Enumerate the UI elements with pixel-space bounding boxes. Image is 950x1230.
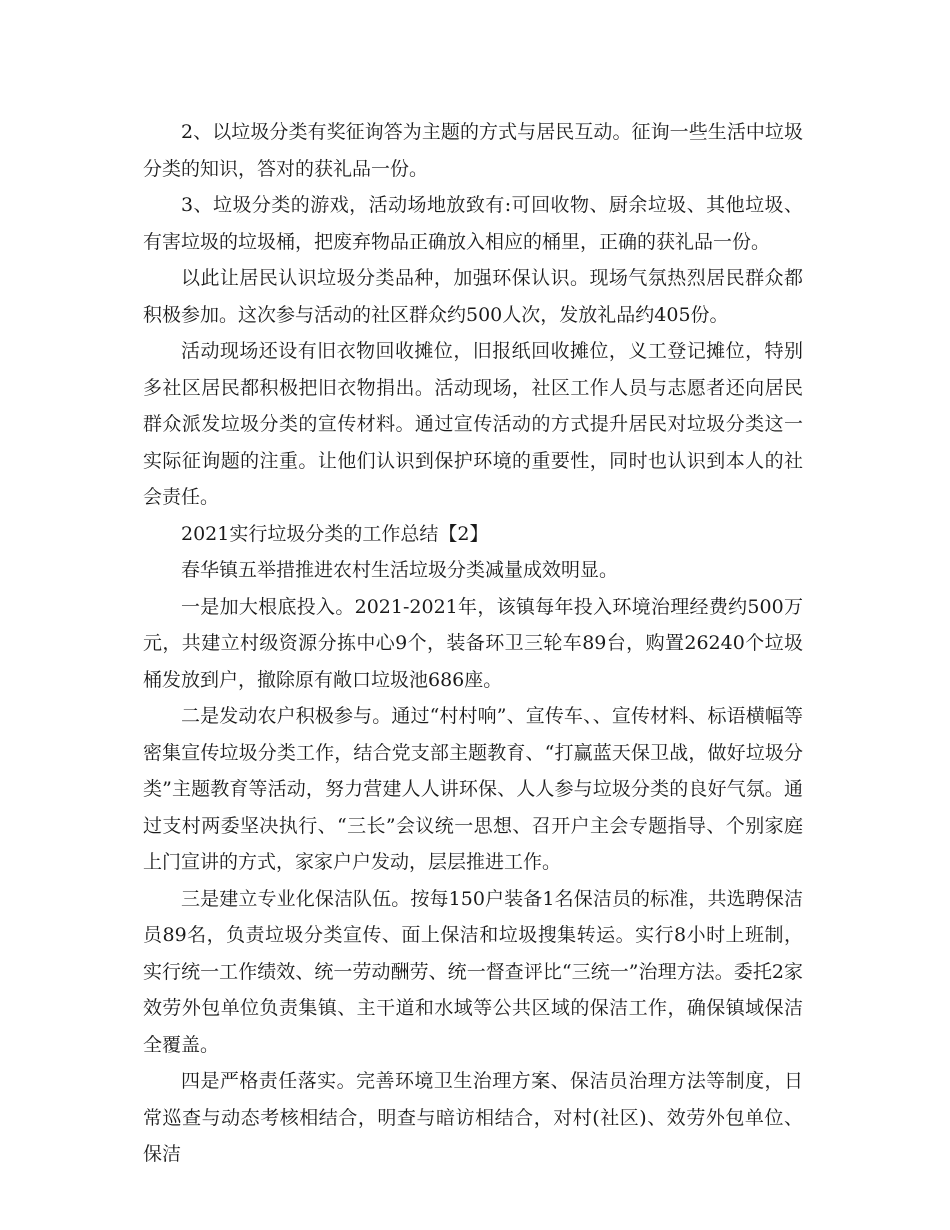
paragraph-sorting-game: 3、垃圾分类的游戏，活动场地放致有:可回收物、厨余垃圾、其他垃圾、有害垃圾的垃圾桶，把废弃物品正确放入相应的桶里，正确的获礼品一份。 (143, 194, 803, 253)
paragraph-recycling-booths: 活动现场还设有旧衣物回收摊位，旧报纸回收摊位，义工登记摊位，特别多社区居民都积极把旧衣物捐出。活动现场，社区工作人员与志愿者还向居民群众派发垃圾分类的宣传材料。通过宣传活动的方式提升居民对垃圾分类这一实际征询题的注重。让他们认识到保护环境的重要性，同时也认识到本人的社会责任。 (143, 340, 803, 508)
document-body (143, 114, 803, 1173)
paragraph-measure-three: 三是建立专业化保洁队伍。按每150户装备1名保洁员的标准，共选聘保洁员89名，负责垃圾分类宣传、面上保洁和垃圾搜集转运。实行8小时上班制，实行统一工作绩效、统一劳动酬劳、统一督查评比“三统一”治理方法。委托2家效劳外包单位负责集镇、主干道和水域等公共区域的保洁工作，确保镇域保洁全覆盖。 (143, 887, 803, 1056)
paragraph-prize-quiz: 2、以垃圾分类有奖征询答为主题的方式与居民互动。征询一些生活中垃圾分类的知识，答对的获礼品一份。 (143, 121, 803, 180)
paragraph-summary-intro: 春华镇五举措推进农村生活垃圾分类减量成效明显。 (181, 559, 619, 581)
paragraph-measure-two: 二是发动农户积极参与。通过“村村响”、宣传车、、宣传材料、标语横幅等密集宣传垃圾分类工作，结合党支部主题教育、“打赢蓝天保卫战，做好垃圾分类”主题教育等活动，努力营建人人讲环保、人人参与垃圾分类的良好气氛。通过支村两委坚决执行、“三长”会议统一思想、召开户主会专题指导、个别家庭上门宣讲的方式，家家户户发动，层层推进工作。 (143, 705, 803, 873)
section-heading: 2021实行垃圾分类的工作总结【2】 (181, 522, 489, 545)
paragraph-measure-four: 四是严格责任落实。完善环境卫生治理方案、保洁员治理方法等制度，日常巡查与动态考核相结合，明查与暗访相结合，对村(社区)、效劳外包单位、保洁 (143, 1070, 803, 1165)
paragraph-awareness: 以此让居民认识垃圾分类品种，加强环保认识。现场气氛热烈居民群众都积极参加。这次参与活动的社区群众约500人次，发放礼品约405份。 (143, 267, 803, 326)
paragraph-measure-one: 一是加大根底投入。2021-2021年，该镇每年投入环境治理经费约500万元，共建立村级资源分拣中心9个，装备环卫三轮车89台，购置26240个垃圾桶发放到户，撤除原有敞口垃圾池686座。 (143, 595, 803, 691)
